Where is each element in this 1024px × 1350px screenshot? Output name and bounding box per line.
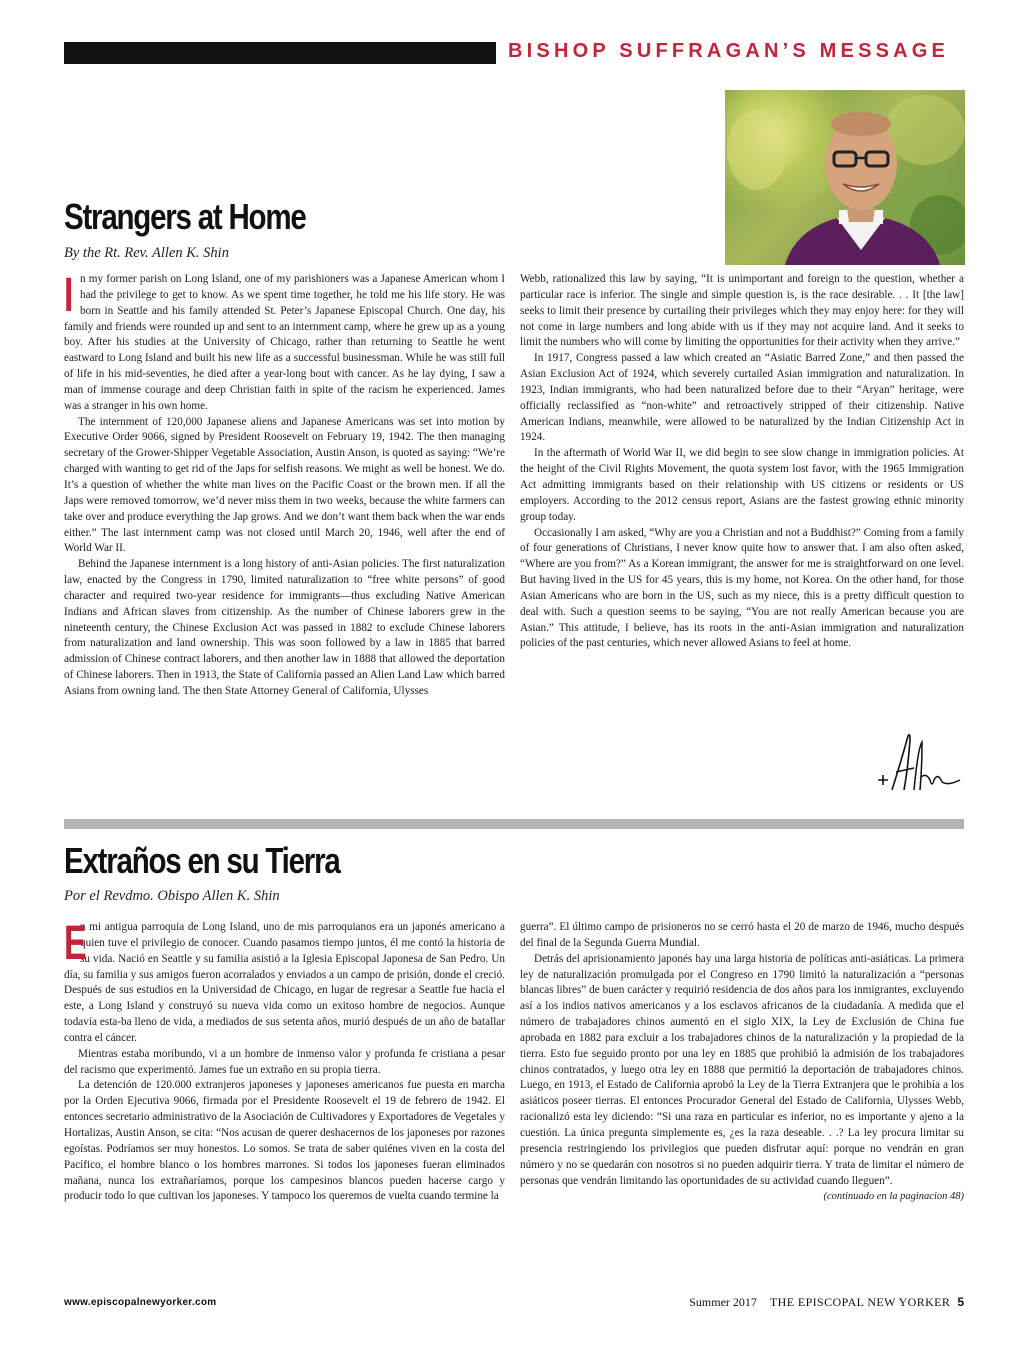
portrait-illustration bbox=[725, 90, 965, 265]
bishop-portrait-photo bbox=[725, 90, 965, 265]
header-black-bar bbox=[64, 42, 496, 64]
drop-cap: I bbox=[64, 269, 74, 322]
article-column-spanish-2 bbox=[520, 920, 964, 1205]
page-number: 5 bbox=[957, 1295, 964, 1309]
paragraph: Mientras estaba moribundo, vi a un hombre de inmenso valor y profunda fe cristiana a pesar del racismo que experimentó. James fue un extraño en su propia tierra. bbox=[64, 1047, 505, 1076]
paragraph: Occasionally I am asked, “Why are you a Christian and not a Buddhist?” Coming from a family of four generations of Christians, I never know quite how to answer that. I am also often asked, “Where are you from?” As a Korean immigrant, the answer for me is straightforward on one level. But having lived in the US for 45 years, this is my home, not Korea. On the other hand, for those Asian Americans who are born in the US, such as my niece, this is a pretty difficult question to deal with. Such a question seems to be saying, “You are not really American because you are Asian.” This attitude, I believe, has its roots in the anti-Asian immigration and naturalization policies of the past centuries, which never allowed Asians to feel at home. bbox=[520, 526, 964, 650]
section-divider bbox=[64, 819, 964, 829]
paragraph-text: n my former parish on Long Island, one of my parishioners was a Japanese American whom I had the privilege to get to know. As we spent time together, he told me his life story. He was born in Seattle and his family attended St. Peter’s Japanese Episcopal Church. One day, his family and friends were rounded up and sent to an internment camp, where he grew up as a young boy. After his studies at the University of Chicago, rather than returning to Seattle he went eastward to Long Island and built his new life as a successful businessman. While he was still full of life in his mid-seventies, he died after a year-long bout with cancer. As he lay dying, I saw a man of immense courage and deep Christian faith in spite of the racism he experienced. James was a stranger in his own home. bbox=[64, 273, 505, 412]
paragraph: In 1917, Congress passed a law which created an “Asiatic Barred Zone,” and then passed the Asian Exclusion Act of 1924, which severely curtailed Asian immigration and naturalization. In 1923, Indian immigrants, who had been naturalized before due to their “Aryan” heritage, were officially reclassified as “non-white” and retroactively stripped of their citizenship. Native American Indians, meanwhile, were allowed to be naturalized by the Indian Citizenship Act in 1924. bbox=[520, 352, 964, 444]
footer-info bbox=[689, 1295, 964, 1310]
section-title: BISHOP SUFFRAGAN’S MESSAGE bbox=[508, 40, 950, 62]
drop-cap: E bbox=[64, 917, 87, 970]
paragraph-text: n mi antigua parroquia de Long Island, uno de mis parroquianos era un japonés americano a quien tuve el privilegio de conocer. Cuando pasamos tiempo juntos, él me contó la historia de su vida. Nació en Seattle y su familia asistió a la Iglesia Episcopal Japonesa de San Pedro. Un día, su familia y sus amigos fueron acorralados y enviados a un campo de prisión, donde el creció. Después de sus estudios en la Universidad de Chicago, en lugar de regresar a Seattle fue hacia el este, a Long Island y construyó su nueva vida como un exitoso hombre de negocios. Aunque todavía esta-ba lleno de vida, a mediados de sus setenta años, murió después de un año de batallar contra el cáncer. bbox=[64, 921, 505, 1044]
article-byline: By the Rt. Rev. Allen K. Shin bbox=[64, 245, 229, 261]
footer-website-link[interactable]: www.episcopalnewyorker.com bbox=[64, 1297, 217, 1308]
paragraph: The internment of 120,000 Japanese aliens and Japanese Americans was set into motion by Executive Order 9066, signed by President Roosevelt on February 19, 1942. The then managing secretary of the Grower-Shipper Vegetable Association, Austin Anson, is quoted as saying: “We’re charged with wanting to get rid of the Japs for selfish reasons. We might as well be honest. We do. It’s a question of whether the white man lives on the Pacific Coast or the brown men. If all the Japs were removed tomorrow, we’d never miss them in two weeks, because the white farmers can take over and produce everything the Jap grows. And we don’t want them back when the war ends either.” The last internment camp was not closed until March 20, 1946, well after the end of World War II. bbox=[64, 415, 505, 555]
paragraph bbox=[64, 269, 505, 415]
signature-icon bbox=[874, 728, 964, 798]
article-title-spanish: Extraños en su Tierra bbox=[64, 840, 340, 881]
paragraph: In the aftermath of World War II, we did begin to see slow change in immigration policies. At the height of the Civil Rights Movement, the quota system lost favor, with the 1965 Immigration Act admitting immigrants based on their relationship with US citizens or residents or US employers. According to the 2012 census report, Asians are the fastest growing ethnic minority group today. bbox=[520, 447, 964, 523]
footer-season: Summer 2017 bbox=[689, 1295, 757, 1309]
article-column-spanish-1 bbox=[64, 917, 505, 1205]
article-title: Strangers at Home bbox=[64, 196, 306, 237]
article-column-2 bbox=[520, 272, 964, 652]
paragraph bbox=[64, 917, 505, 1047]
footer-publication: THE EPISCOPAL NEW YORKER bbox=[769, 1295, 951, 1309]
paragraph: Detrás del aprisionamiento japonés hay una larga historia de políticas anti-asiáticas. La primera ley de naturalización promulgada por el Congreso en 1790 limitó la naturalización a “personas blancas libres” de buen carácter y requirió residencia de dos años para los inmigrantes, excluyendo así a los indios nativos americanos y a los esclavos africanos de la ciudadanía. A medida que el número de trabajadores chinos aumentó en el siglo XIX, la Ley de Exclusión de China fue aprobada en 1882 para excluir a los trabajadores chinos de la naturalización y la propiedad de la tierra. Esto fue seguido pronto por una ley en 1885 que prohibió la admisión de los trabajadores chinos contratados, y luego otra ley en 1888 que permitió la deportación de trabajadores chinos. Luego, en 1913, el Estado de California aprobó la Ley de la Tierra Extranjera que le prohibía a los asiáticos poseer tierras. El entonces Procurador General del Estado de California, Ulysses Webb, racionalizó esta ley diciendo: “Si una raza en particular es inferior, no es importante y ajeno a la cuestión. La única pregunta simplemente es, ¿es la raza deseable. . .? La ley procura limitar su presencia restringiendo los privilegios que pueden disfrutar aquí: porque no vendrán en gran número y no se quedarán con nosotros si no pueden adquirir tierra. Y trata de limitar el número de personas que vendrán limitando las oportunidades de su actividad cuando lleguen”. bbox=[520, 952, 964, 1187]
paragraph: guerra”. El último campo de prisioneros no se cerró hasta el 20 de marzo de 1946, mucho después del final de la Segunda Guerra Mundial. bbox=[520, 921, 964, 949]
paragraph: Webb, rationalized this law by saying, “It is unimportant and foreign to the question, whether a particular race is inferior. The single and simple question is, is the race desirable. . . It [the law] seeks to limit their presence by curtailing their privileges which they may enjoy here: for they will not come in large numbers and long abide with us if they may not acquire land. And it seeks to limit the numbers who will come by limiting the opportunities for their activity when they arrive.” bbox=[520, 273, 964, 349]
paragraph: Behind the Japanese internment is a long history of anti-Asian policies. The first naturalization law, enacted by the Congress in 1790, limited naturalization to “free white persons” of good character and required two-year residence for immigrants—thus excluding Native American Indians and African slaves from citizenship. As the number of Chinese laborers grew in the nineteenth century, the Chinese Exclusion Act was passed in 1882 to exclude Chinese laborers from naturalization and land ownership. This was soon followed by a law in 1885 that barred admission of Chinese contract laborers, and then another law in 1888 that allowed the deportation of Chinese laborers. Then in 1913, the State of California passed an Alien Land Law which barred Asians from owning land. The then State Attorney General of California, Ulysses bbox=[64, 558, 505, 697]
article-byline-spanish: Por el Revdmo. Obispo Allen K. Shin bbox=[64, 888, 280, 904]
continued-note: (continuado en la paginacion 48) bbox=[823, 1191, 964, 1203]
paragraph: La detención de 120.000 extranjeros japoneses y japoneses americanos fue puesta en marcha por la Orden Ejecutiva 9066, firmada por el Presidente Roosevelt el 19 de febrero de 1942. El entonces secretario administrativo de la Asociación de Cultivadores y Exportadores de Vegetales y Hortalizas, Austin Anson, se cita: “Nos acusan de querer deshacernos de los japoneses por razones egoístas. Podríamos ser muy honestos. Lo somos. Se trata de saber quiénes viven en la costa del Pacífico, el hombre blanco o los hombres marrones. Si todos los japoneses fueran eliminados mañana, nunca los extrañaríamos, porque los campesinos blancos pueden hacerse cargo y producir todo lo que cultivan los japoneses. Y tampoco los queremos de vuelta cuando termine la bbox=[64, 1079, 505, 1203]
article-column-1 bbox=[64, 269, 505, 700]
